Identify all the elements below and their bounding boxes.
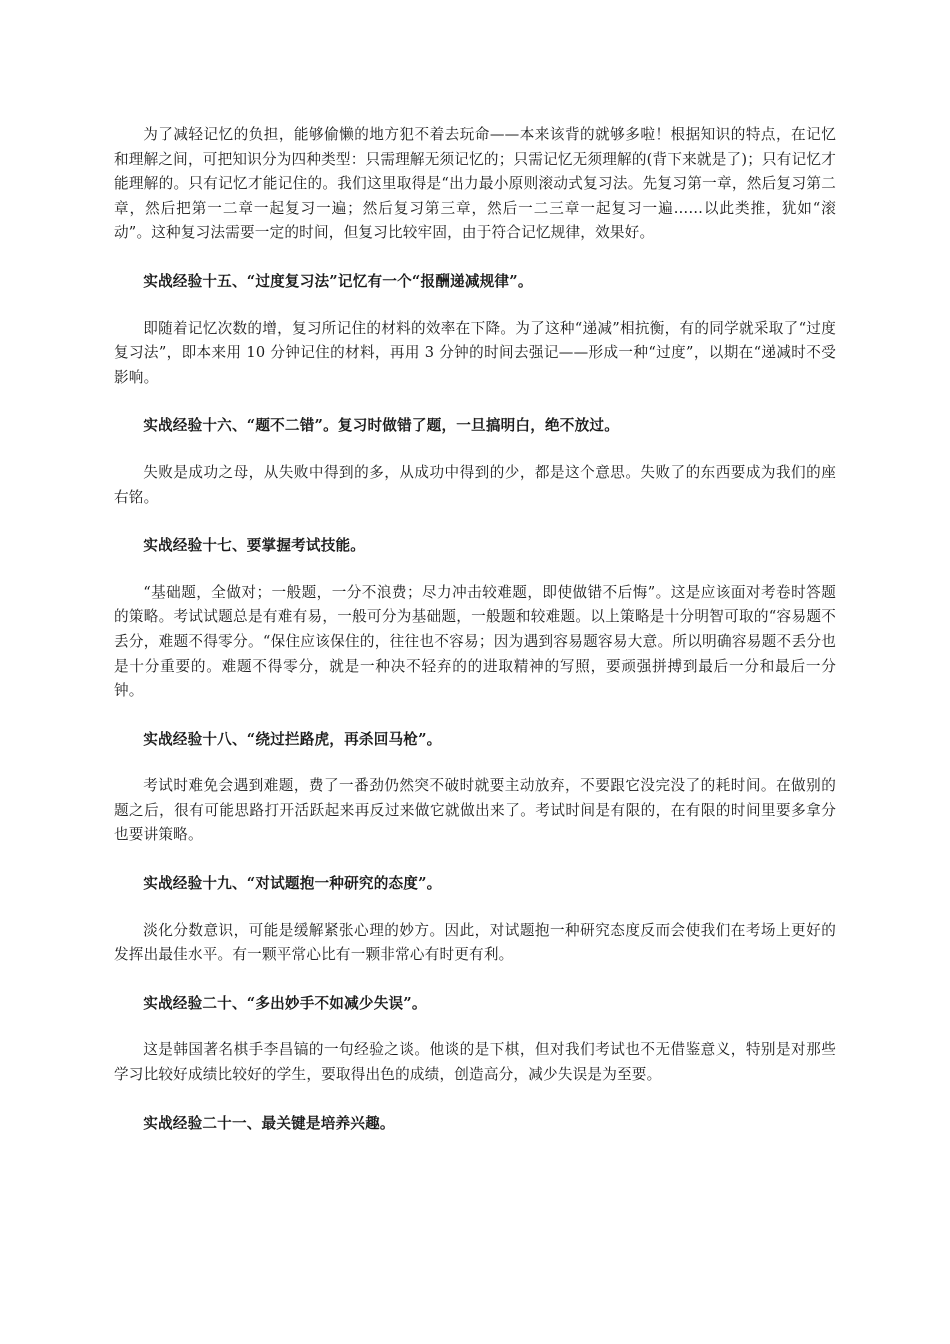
paragraph-research-attitude: 淡化分数意识，可能是缓解紧张心理的妙方。因此，对试题抱一种研究态度反而会使我们在考场上更好的发挥出最佳水平。有一颗平常心比有一颗非常心有时更有利。: [114, 921, 836, 964]
paragraph-over-review: 即随着记忆次数的增，复习所记住的材料的效率在下降。为了这种“递减”相抗衡，有的同学就采取了“过度复习法”，即本来用 10 分钟记住的材料，再用 3 分钟的时间去强记——形成一种“过度”，以期在“递减时不受影响。: [114, 319, 836, 386]
paragraph-exam-skills: “基础题，全做对；一般题，一分不浪费；尽力冲击较难题，即使做错不后悔”。这是应该面对考卷时答题的策略。考试试题总是有难有易，一般可分为基础题，一般题和较难题。以上策略是十分明智可取的“容易题不丢分，难题不得零分。“保住应该保住的，往往也不容易；因为遇到容易题容易大意。所以明确容易题不丢分也是十分重要的。难题不得零分，就是一种决不轻弃的的进取精神的写照，要顽强拼搏到最后一分和最后一分钟。: [114, 583, 836, 700]
document-page: [114, 123, 836, 1136]
heading-experience-15: 实战经验十五、“过度复习法”记忆有一个“报酬递减规律”。: [143, 272, 533, 290]
paragraph-skip-hard-questions: 考试时难免会遇到难题，费了一番劲仍然突不破时就要主动放弃，不要跟它没完没了的耗时间。在做别的题之后，很有可能思路打开活跃起来再反过来做它就做出来了。考试时间是有限的，在有限的时间里要多拿分也要讲策略。: [114, 777, 836, 844]
heading-experience-19: 实战经验十九、“对试题抱一种研究的态度”。: [143, 875, 442, 893]
paragraph-reduce-mistakes: 这是韩国著名棋手李昌镐的一句经验之谈。他谈的是下棋，但对我们考试也不无借鉴意义，特别是对那些学习比较好成绩比较好的学生，要取得出色的成绩，创造高分，减少失误是为至要。: [114, 1041, 836, 1084]
heading-experience-21: 实战经验二十一、最关键是培养兴趣。: [143, 1114, 395, 1132]
paragraph-rolling-review: 为了减轻记忆的负担，能够偷懒的地方犯不着去玩命——本来该背的就够多啦！根据知识的特点，在记忆和理解之间，可把知识分为四种类型：只需理解无须记忆的；只需记忆无须理解的(背下来就是了)；只有记忆才能理解的。只有记忆才能记住的。我们这里取得是“出力最小原则滚动式复习法。先复习第一章，然后复习第二章，然后把第一二章一起复习一遍；然后复习第三章，然后一二三章一起复习一遍……以此类推，犹如“滚动”。这种复习法需要一定的时间，但复习比较牢固，由于符合记忆规律，效果好。: [114, 126, 836, 242]
heading-experience-17: 实战经验十七、要掌握考试技能。: [143, 537, 366, 555]
heading-experience-18: 实战经验十八、“绕过拦路虎，再杀回马枪”。: [143, 730, 442, 748]
heading-experience-16: 实战经验十六、“题不二错”。复习时做错了题，一旦搞明白，绝不放过。: [143, 417, 619, 435]
paragraph-learn-from-mistakes: 失败是成功之母，从失败中得到的多，从成功中得到的少，都是这个意思。失败了的东西要成为我们的座右铭。: [114, 463, 836, 506]
heading-experience-20: 实战经验二十、“多出妙手不如减少失误”。: [143, 994, 427, 1012]
